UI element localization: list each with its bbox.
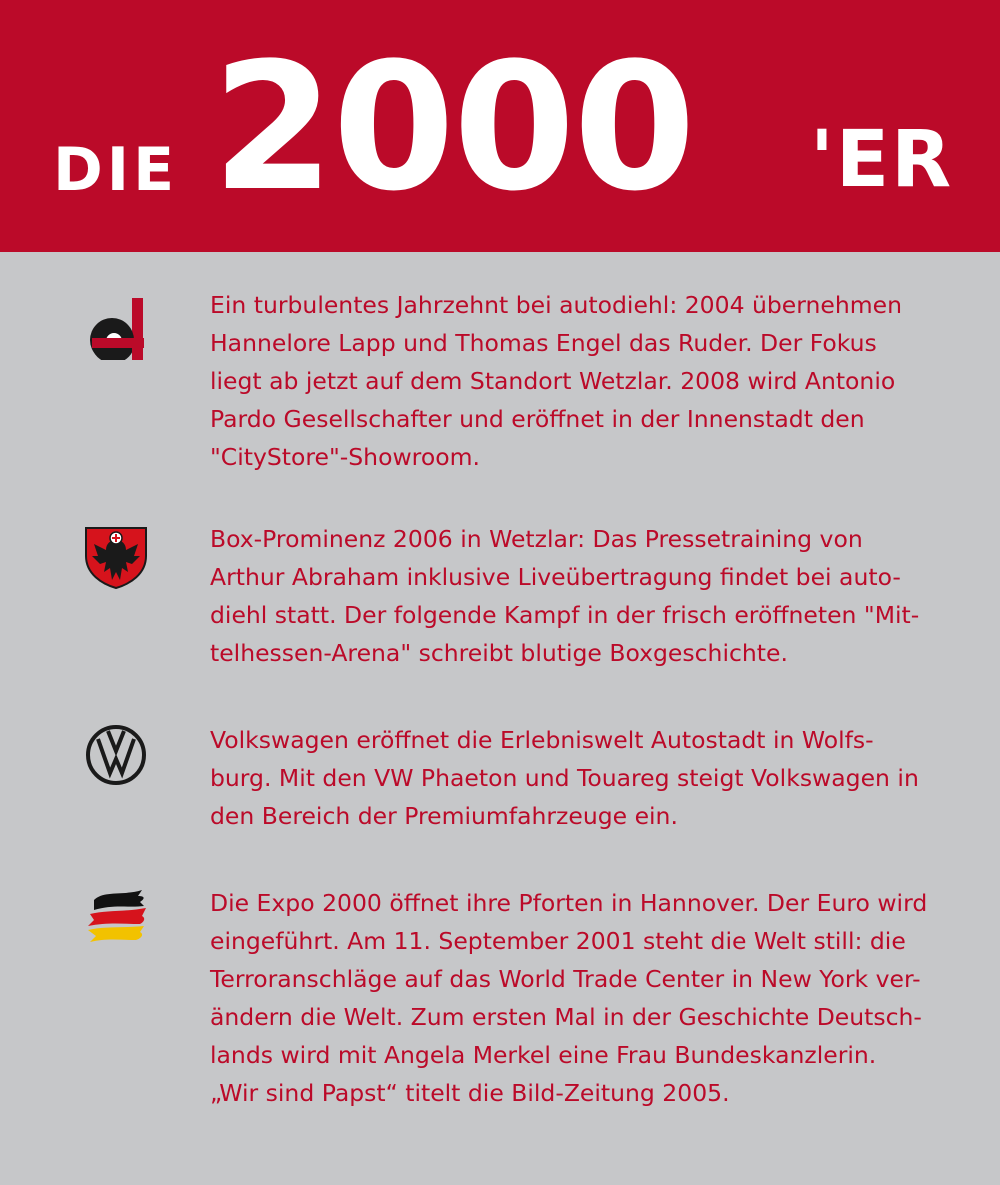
entry-text-volkswagen: Volkswagen eröffnet die Erlebniswelt Autostadt in Wolfs- burg. Mit den VW Phaeton und Touareg steigt Volkswagen in den Bereich der Premiumfahrzeuge ein. <box>210 726 919 830</box>
title-suffix: 'ER <box>810 115 954 205</box>
bottom-margin <box>0 1130 1000 1185</box>
entry-text-history: Die Expo 2000 öffnet ihre Pforten in Hannover. Der Euro wird eingeführt. Am 11. September 2001 steht die Welt still: die Terroranschläge auf das World Trade Center in New York ver- ändern die Welt. Zum ersten Mal in der Geschichte Deutsch- lands wird mit Angela Merkel eine Frau Bundeskanzlerin. „Wir sind Papst“ titelt die Bild-Zeitung 2005. <box>210 889 928 1107</box>
title-decade: 2000 <box>212 25 694 230</box>
entry-text-boxing: Box-Prominenz 2006 in Wetzlar: Das Pressetraining von Arthur Abraham inklusive Liveübertragung findet bei auto- diehl statt. Der folgende Kampf in der frisch eröffneten "Mit- telhessen-Arena" schreibt blutige Boxgeschichte. <box>210 525 920 667</box>
wetzlar-coat-of-arms-icon <box>84 526 148 590</box>
title-prefix: DIE <box>53 135 179 205</box>
header-banner <box>0 0 1000 252</box>
entry-text-autodiehl: Ein turbulentes Jahrzehnt bei autodiehl: 2004 übernehmen Hannelore Lapp und Thomas Engel das Ruder. Der Fokus liegt ab jetzt auf dem Standort Wetzlar. 2008 wird Antonio Pardo Gesellschafter und eröffnet in der Innenstadt den "CityStore"-Showroom. <box>210 291 902 471</box>
german-flag-icon <box>84 886 148 950</box>
autodiehl-logo-icon <box>84 296 148 360</box>
volkswagen-logo-icon <box>84 723 148 787</box>
